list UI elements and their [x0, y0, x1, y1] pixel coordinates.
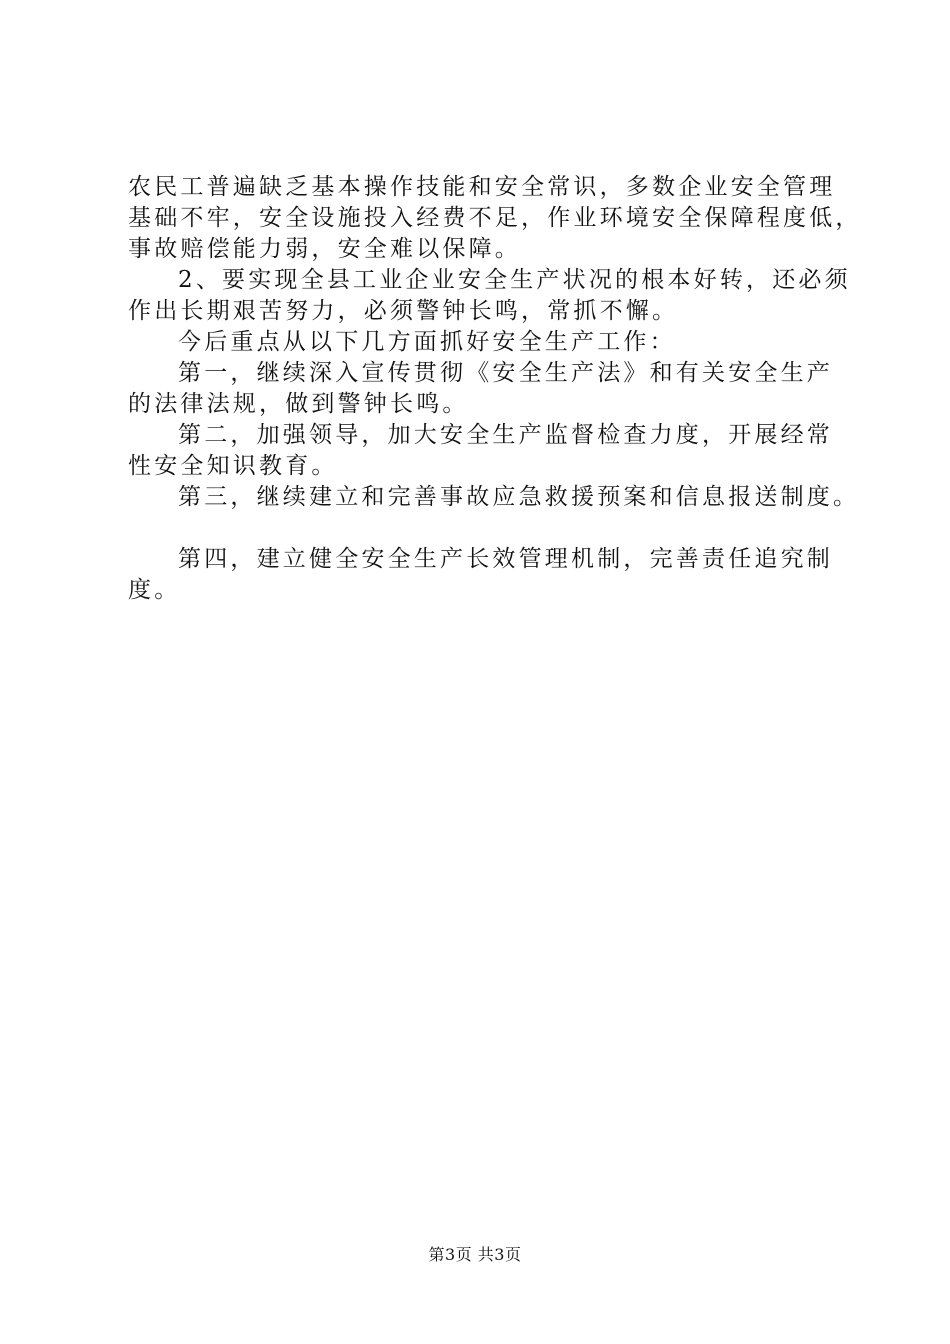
- text-line: 性安全知识教育。: [128, 453, 338, 479]
- page-footer: 第3页 共3页: [428, 1245, 522, 1264]
- document-body: [128, 172, 862, 606]
- paragraph-start: 今后重点从以下几方面抓好安全生产工作：: [178, 329, 676, 355]
- text-line: 农民工普遍缺乏基本操作技能和安全常识，多数企业安全管理: [128, 174, 836, 200]
- text-line: 基础不牢，安全设施投入经费不足，作业环境安全保障程度低，: [128, 205, 862, 231]
- paragraph-gap: [128, 513, 848, 544]
- paragraph-start: 第四，建立健全安全生产长效管理机制，完善责任追究制: [178, 546, 833, 572]
- paragraph-start: 第二，加强领导，加大安全生产监督检查力度，开展经常: [178, 422, 833, 448]
- paragraph-start: 2、要实现全县工业企业安全生产状况的根本好转，还必须: [178, 267, 851, 293]
- paragraph-start: 第三，继续建立和完善事故应急救援预案和信息报送制度。: [178, 484, 860, 510]
- text-line: 度。: [128, 577, 181, 603]
- paragraph-start: 第一，继续深入宣传贯彻《安全生产法》和有关安全生产: [178, 360, 833, 386]
- text-line: 作出长期艰苦努力，必须警钟长鸣，常抓不懈。: [128, 298, 679, 324]
- text-line: 事故赔偿能力弱，安全难以保障。: [128, 236, 521, 262]
- text-line: 的法律法规，做到警钟长鸣。: [128, 391, 469, 417]
